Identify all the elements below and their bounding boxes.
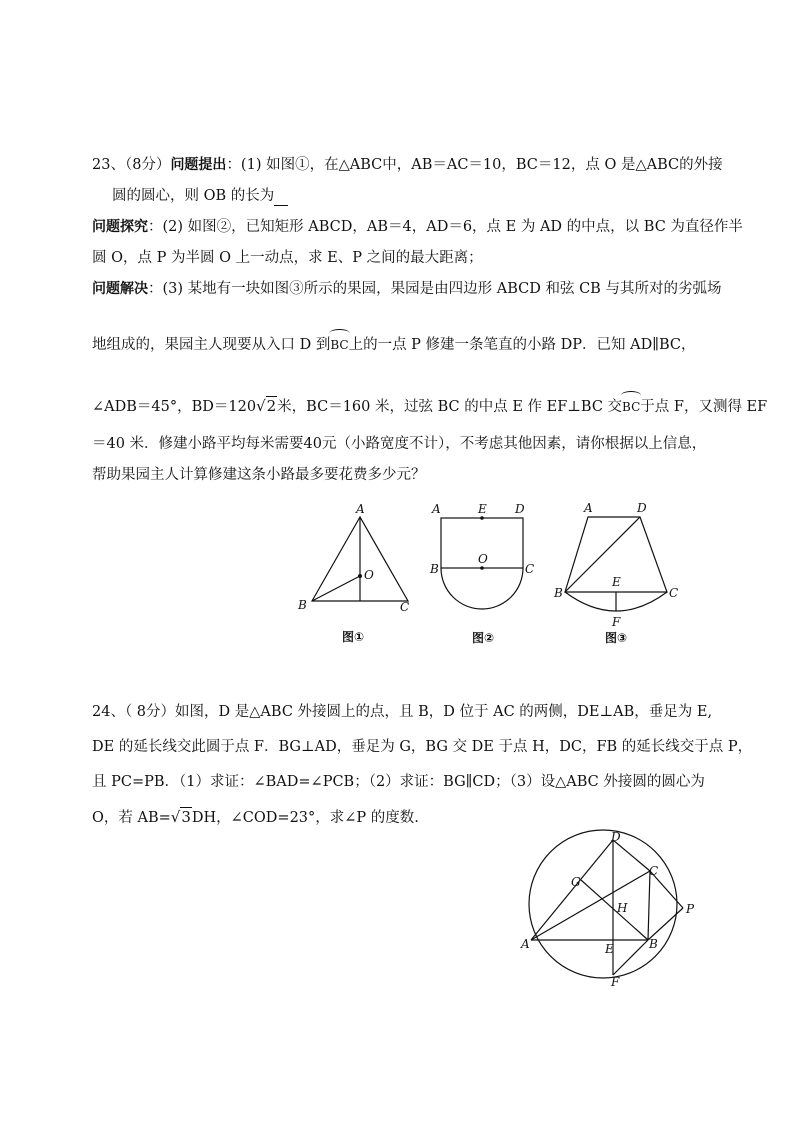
- label-c: C: [400, 600, 410, 614]
- label-d: D: [611, 830, 621, 844]
- q23-number: 23、（8分）: [92, 157, 171, 173]
- label-a: A: [432, 502, 441, 516]
- caption-fig2: 图②: [472, 631, 495, 645]
- segment-bp: [648, 908, 683, 940]
- sqrt-2: √2: [256, 397, 277, 415]
- label-c: C: [669, 586, 679, 600]
- label-a: A: [584, 501, 593, 515]
- segment-bg: [581, 880, 648, 940]
- label-h: H: [617, 901, 628, 915]
- label-b: B: [298, 598, 307, 612]
- q23-heading-solve: 问题解决: [92, 281, 148, 297]
- segment-ad: [531, 840, 613, 940]
- q23-heading-explore: 问题探究: [92, 219, 148, 235]
- q23-line-5: 问题解决：(3) 某地有一块如图③所示的果园，果园是由四边形 ABCD 和弦 CB 与其所对的劣弧场: [92, 281, 722, 297]
- caption-fig1: 图①: [342, 630, 365, 644]
- q24-line-2: DE 的延长线交此圆于点 F．BG⊥AD，垂足为 G，BG 交 DE 于点 H，DC，FB 的延长线交于点 P，: [92, 739, 753, 755]
- q23-line-4: 圆 O，点 P 为半圆 O 上一动点，求 E、P 之间的最大距离；: [92, 250, 483, 266]
- figure-3: [553, 500, 688, 650]
- point-o: [480, 566, 484, 570]
- answer-blank: [274, 191, 288, 206]
- label-o: O: [364, 568, 374, 582]
- q23-line-8: ＝40 米．修建小路平均每米需要40元（小路宽度不计），不考虑其他因素，请你根据以上信息，: [92, 436, 707, 452]
- figure-1: [290, 502, 410, 645]
- sqrt-3: √3: [170, 808, 191, 826]
- point-o: [358, 574, 362, 578]
- segment-ac: [531, 871, 650, 940]
- point-e: [480, 516, 484, 520]
- label-d: D: [637, 501, 647, 515]
- q24-line-3: 且 PC=PB．（1）求证：∠BAD=∠PCB；（2）求证：BG∥CD；（3）设△ABC 外接圆的圆心为: [92, 774, 705, 790]
- q23-heading-problem: 问题提出: [170, 157, 227, 173]
- label-g: G: [571, 875, 581, 889]
- arc-bc-label: BC: [330, 329, 348, 355]
- q23-line-1: 23、（8分）问题提出：(1) 如图①，在△ABC中，AB＝AC＝10，BC＝12，点 O 是△ABC的外接: [92, 157, 723, 173]
- label-e: E: [478, 502, 487, 516]
- label-c: C: [649, 864, 659, 878]
- label-a: A: [521, 937, 530, 951]
- label-a: A: [356, 502, 365, 516]
- label-o: O: [478, 552, 488, 566]
- label-p: P: [686, 902, 695, 916]
- segment-dc: [613, 840, 650, 871]
- arc-bc-label-2: BC: [622, 391, 640, 417]
- q24-line-1: 24、（ 8分）如图，D 是△ABC 外接圆上的点，且 B，D 位于 AC 的两侧，DE⊥AB，垂足为 E,: [92, 704, 713, 720]
- caption-fig3: 图③: [605, 631, 628, 645]
- segment-cb: [648, 871, 650, 940]
- q24-line-4: O，若 AB=√3DH，∠COD=23°，求∠P 的度数.: [92, 808, 419, 826]
- label-e: E: [612, 575, 621, 589]
- label-f: F: [611, 975, 620, 989]
- figure-q24: [515, 828, 715, 988]
- q23-line-9: 帮助果园主人计算修建这条小路最多要花费多少元？: [92, 467, 426, 483]
- label-e: E: [605, 942, 614, 956]
- label-c: C: [525, 562, 535, 576]
- q23-line-6: 地组成的，果园主人现要从入口 D 到BC上的一点 P 修建一条笔直的小路 DP．已知 AD∥BC，: [92, 329, 695, 355]
- q23-line-7: ∠ADB＝45°，BD＝120√2米，BC＝160 米，过弦 BC 的中点 E 作 EF⊥BC 交BC于点 F，又测得 EF: [92, 391, 767, 417]
- label-b: B: [554, 586, 563, 600]
- label-d: D: [515, 502, 525, 516]
- figure-2: [428, 500, 538, 645]
- label-b: B: [649, 937, 658, 951]
- segment-fb: [613, 940, 648, 975]
- semicircle-o: [441, 568, 523, 609]
- label-b: B: [430, 562, 439, 576]
- label-f: F: [612, 615, 621, 629]
- q23-line-2: 圆的圆心，则 OB 的长为: [112, 186, 288, 206]
- q23-line-3: 问题探究：(2) 如图②，已知矩形 ABCD，AB＝4，AD＝6，点 E 为 AD 的中点，以 BC 为直径作半: [92, 219, 743, 235]
